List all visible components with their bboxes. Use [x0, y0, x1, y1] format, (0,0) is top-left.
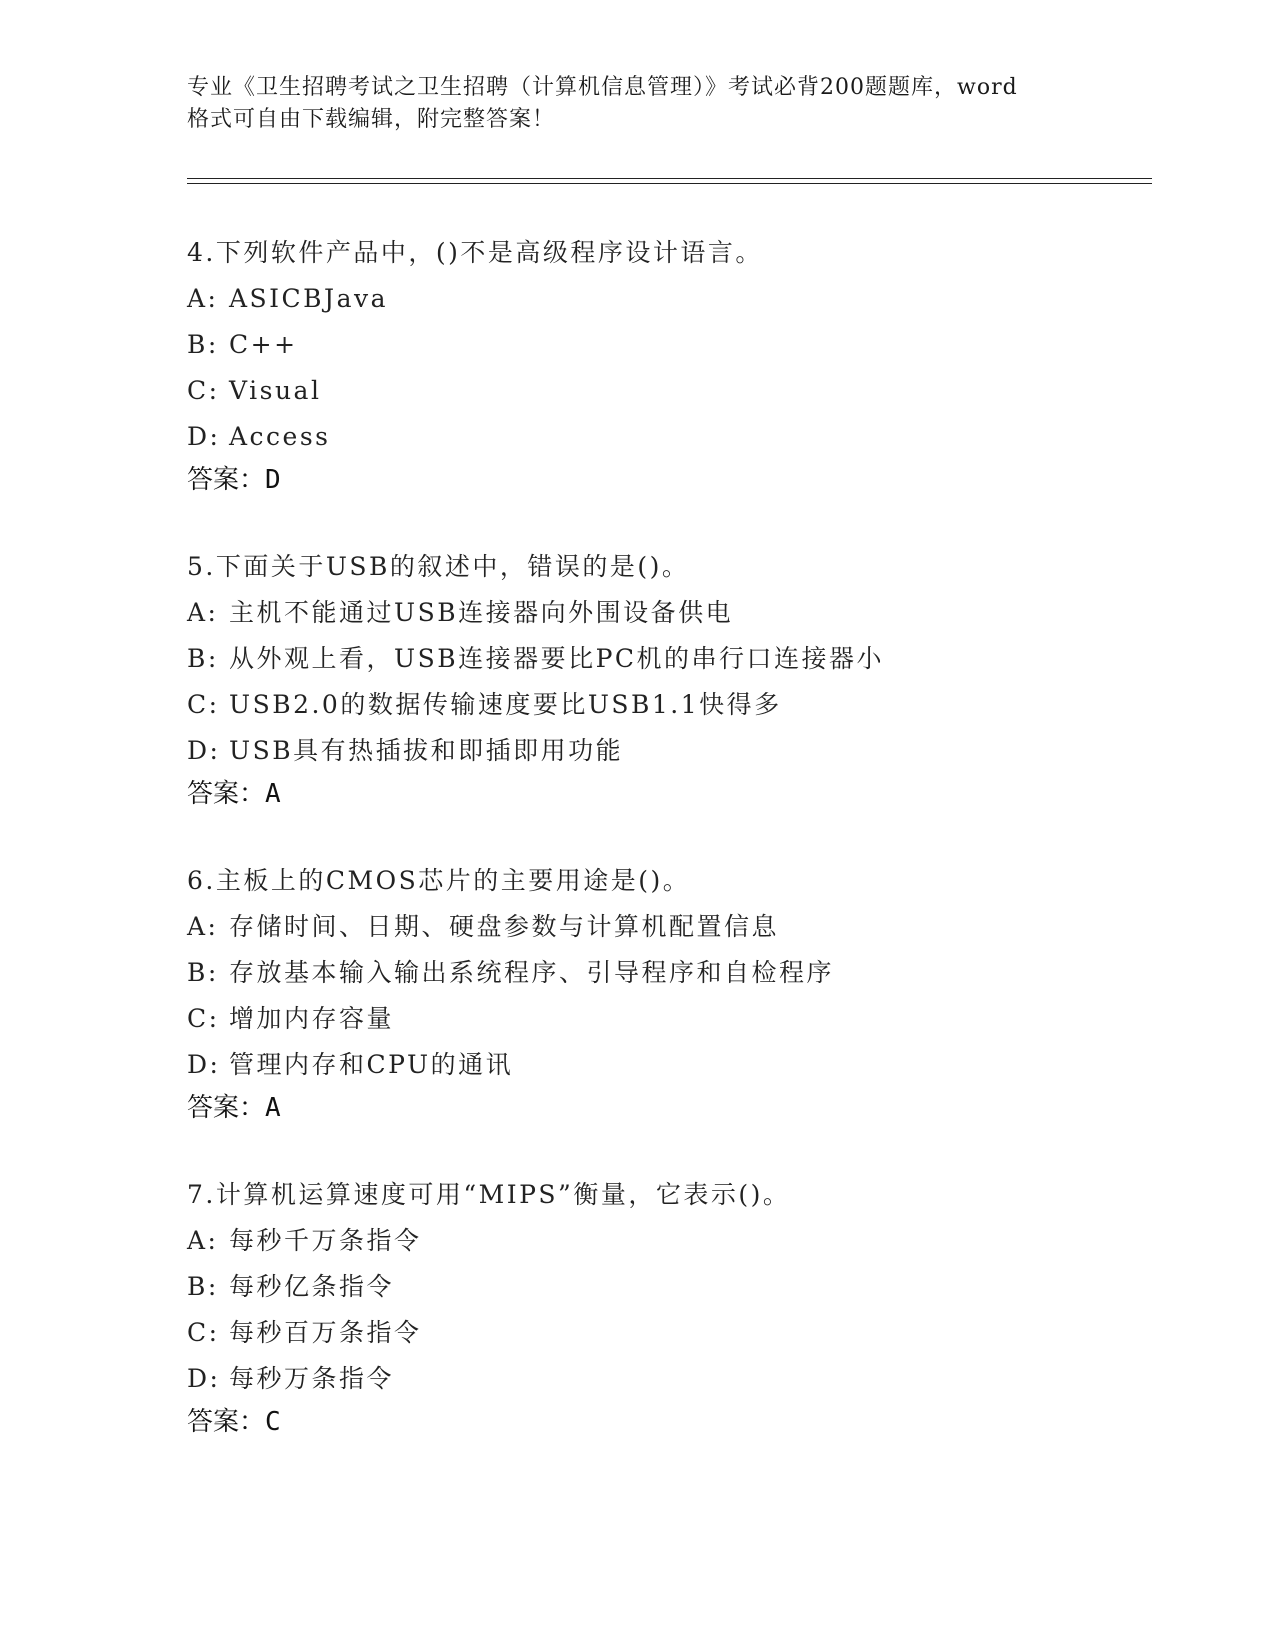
question-stem: 7.计算机运算速度可用“MIPS”衡量，它表示()。 — [187, 1180, 791, 1209]
question-item — [187, 544, 1147, 814]
question-item — [187, 230, 1147, 500]
option-key: A: — [187, 598, 219, 627]
option-text: 每秒万条指令 — [229, 1364, 395, 1393]
option-text: 每秒亿条指令 — [229, 1272, 395, 1301]
option-text: Access — [229, 422, 331, 451]
document-header — [187, 72, 1087, 136]
option-c — [187, 996, 1147, 1042]
option-text: C++ — [229, 330, 298, 359]
answer-line: 答案：C — [187, 1407, 281, 1437]
option-text: Visual — [229, 376, 322, 405]
option-key: C: — [187, 690, 220, 719]
option-a — [187, 590, 1147, 636]
option-text: 存储时间、日期、硬盘参数与计算机配置信息 — [229, 912, 780, 941]
option-key: D: — [187, 422, 221, 451]
option-text: 管理内存和CPU的通讯 — [229, 1050, 514, 1079]
option-text: 主机不能通过USB连接器向外围设备供电 — [229, 598, 734, 627]
option-d — [187, 728, 1147, 774]
option-text: 每秒百万条指令 — [229, 1318, 422, 1347]
question-stem: 5.下面关于USB的叙述中，错误的是()。 — [187, 552, 690, 581]
option-key: A: — [187, 1226, 219, 1255]
option-key: C: — [187, 1004, 220, 1033]
option-a — [187, 1218, 1147, 1264]
option-text: 存放基本输入输出系统程序、引导程序和自检程序 — [229, 958, 835, 987]
option-a — [187, 276, 1147, 322]
option-key: B: — [187, 958, 219, 987]
option-c — [187, 368, 1147, 414]
question-item — [187, 858, 1147, 1128]
option-key: B: — [187, 330, 219, 359]
option-d — [187, 1356, 1147, 1402]
option-b — [187, 636, 1147, 682]
header-divider-bottom — [187, 183, 1152, 184]
option-d — [187, 1042, 1147, 1088]
option-c — [187, 1310, 1147, 1356]
option-text: USB具有热插拔和即插即用功能 — [229, 736, 624, 765]
option-key: C: — [187, 1318, 220, 1347]
header-line-2: 格式可自由下载编辑，附完整答案！ — [187, 107, 556, 132]
answer-line: 答案：D — [187, 465, 281, 495]
option-b — [187, 1264, 1147, 1310]
option-key: A: — [187, 912, 219, 941]
option-key: D: — [187, 736, 221, 765]
question-item — [187, 1172, 1147, 1442]
option-text: 从外观上看，USB连接器要比PC机的串行口连接器小 — [229, 644, 885, 673]
option-b — [187, 322, 1147, 368]
question-stem: 6.主板上的CMOS芯片的主要用途是()。 — [187, 866, 691, 895]
question-list — [187, 230, 1147, 1486]
question-stem: 4.下列软件产品中，()不是高级程序设计语言。 — [187, 238, 763, 267]
option-b — [187, 950, 1147, 996]
answer-line: 答案：A — [187, 779, 281, 809]
header-divider-top — [187, 178, 1152, 179]
option-key: A: — [187, 284, 219, 313]
option-text: 增加内存容量 — [229, 1004, 395, 1033]
option-text: USB2.0的数据传输速度要比USB1.1快得多 — [229, 690, 782, 719]
option-key: B: — [187, 1272, 219, 1301]
option-d — [187, 414, 1147, 460]
option-key: C: — [187, 376, 220, 405]
option-a — [187, 904, 1147, 950]
option-text: 每秒千万条指令 — [229, 1226, 422, 1255]
answer-line: 答案：A — [187, 1093, 281, 1123]
option-key: B: — [187, 644, 219, 673]
option-text: ASICBJava — [229, 284, 389, 313]
option-c — [187, 682, 1147, 728]
header-line-1: 专业《卫生招聘考试之卫生招聘（计算机信息管理）》考试必背200题题库，word — [187, 75, 1018, 100]
option-key: D: — [187, 1050, 221, 1079]
option-key: D: — [187, 1364, 221, 1393]
